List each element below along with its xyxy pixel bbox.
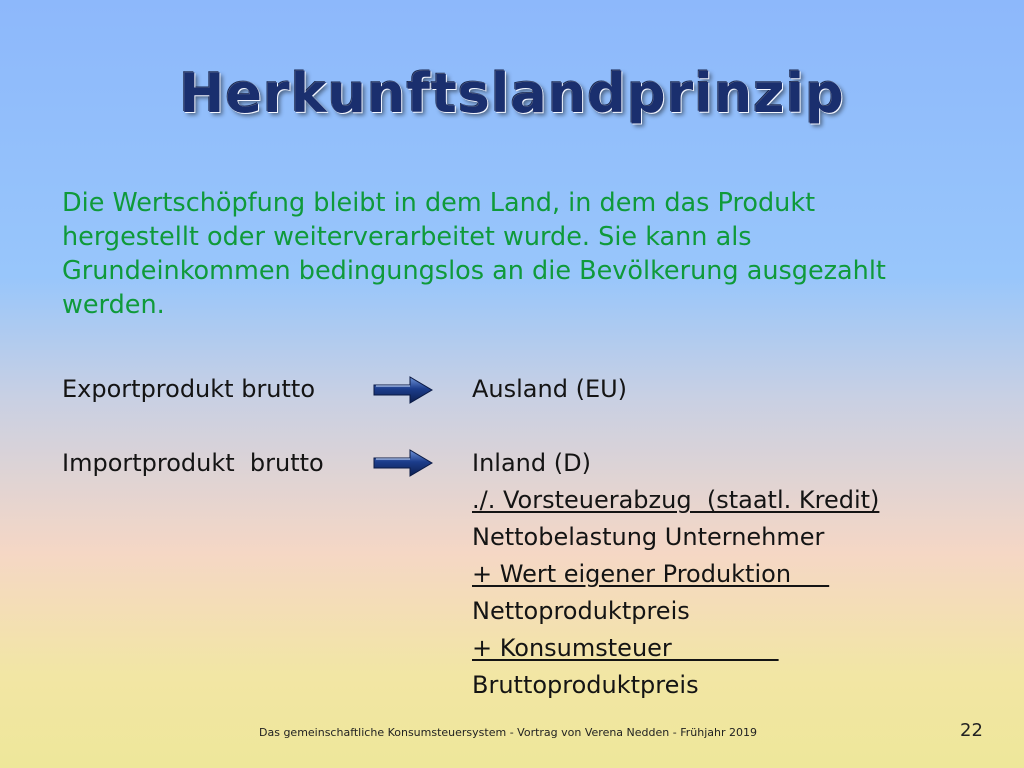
calc-net-product-price: Nettoproduktpreis [472, 597, 690, 625]
calc-own-production-value: + Wert eigener Produktion [472, 560, 830, 588]
calc-net-burden: Nettobelastung Unternehmer [472, 523, 825, 551]
page-number: 22 [960, 720, 983, 741]
import-destination: Inland (D) [472, 449, 591, 477]
intro-paragraph: Die Wertschöpfung bleibt in dem Land, in dem das Produkt hergestellt oder weiterverarbeitet wurde. Sie kann als Grundeinkommen bedingungslos an die Bevölkerung ausgezahlt werden. [62, 188, 886, 320]
export-destination: Ausland (EU) [472, 375, 628, 403]
slide-title: Herkunftslandprinzip [179, 62, 845, 125]
slide-footer: Das gemeinschaftliche Konsumsteuersystem - Vortrag von Verena Nedden - Frühjahr 2019 [259, 726, 757, 739]
import-product-label: Importprodukt brutto [62, 449, 324, 477]
calc-input-tax-deduction: ./. Vorsteuerabzug (staatl. Kredit) [472, 486, 880, 514]
calc-gross-product-price: Bruttoproduktpreis [472, 671, 699, 699]
export-product-label: Exportprodukt brutto [62, 375, 316, 403]
arrow-right-icon [372, 373, 434, 407]
arrow-right-icon [372, 446, 434, 480]
calc-consumption-tax: + Konsumsteuer [472, 634, 779, 662]
